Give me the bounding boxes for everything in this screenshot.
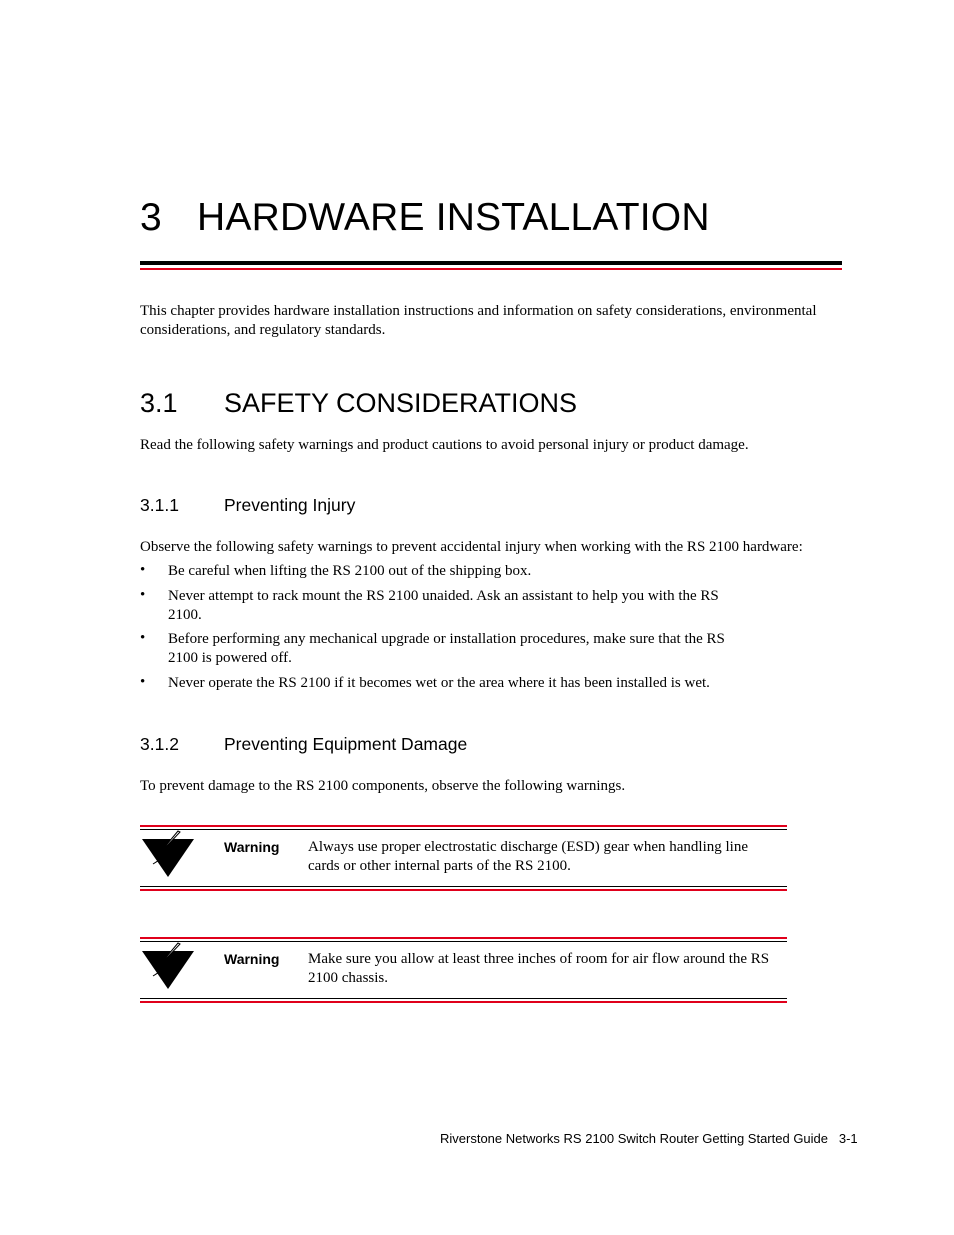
chapter-rule-black [140,261,842,265]
warning-text: Make sure you allow at least three inches of room for air flow around the RS 2100 chassis. [308,951,770,986]
section-3-1-2-title: Preventing Equipment Damage [224,734,468,754]
bullet-dot: • [140,587,146,603]
bullet-text: Never operate the RS 2100 if it becomes wet or the area where it has been installed is wet. [168,675,710,691]
chapter-number: 3 [140,196,162,239]
section-3-1-title: SAFETY CONSIDERATIONS [224,388,578,418]
warning-bottom-rule-red [140,1001,787,1003]
section-3-1-number: 3.1 [140,388,178,418]
warning-bottom-rule-black [140,886,787,887]
warning-lightning-icon [140,830,196,878]
warning-lightning-icon [140,942,196,990]
section-3-1-2-number: 3.1.2 [140,734,179,754]
chapter-rule-red [140,268,842,270]
section-3-1-2-heading [140,734,467,755]
warning-top-rule-red [140,937,787,939]
section-3-1-1-number: 3.1.1 [140,495,179,515]
section-3-1-2-text: To prevent damage to the RS 2100 components, observe the following warnings. [140,778,626,794]
section-3-1-heading [140,388,577,419]
section-3-1-1-heading [140,495,355,516]
warning-text: Always use proper electrostatic discharge (ESD) gear when handling line cards or other internal parts of the RS 2100. [308,839,748,874]
bullet-dot: • [140,562,146,578]
warning-bottom-rule-black [140,998,787,999]
chapter-title-text: HARDWARE INSTALLATION [197,196,710,239]
intro-paragraph: This chapter provides hardware installation instructions and information on safety considerations, environmental considerations, and regulatory standards. [140,303,817,338]
bullet-dot: • [140,630,146,646]
section-3-1-1-text: Observe the following safety warnings to prevent accidental injury when working with the RS 2100 hardware: [140,539,803,555]
warning-label: Warning [224,839,280,855]
warning-top-rule-red [140,825,787,827]
warning-top-rule-black [140,941,787,942]
bullet-text: Before performing any mechanical upgrade or installation procedures, make sure that the RS 2100 is powered off. [168,631,725,666]
bullet-text: Be careful when lifting the RS 2100 out of the shipping box. [168,563,532,579]
section-3-1-1-title: Preventing Injury [224,495,356,515]
section-3-1-text: Read the following safety warnings and product cautions to avoid personal injury or product damage. [140,437,749,453]
warning-label: Warning [224,951,280,967]
bullet-dot: • [140,674,146,690]
warning-bottom-rule-red [140,889,787,891]
page-footer: Riverstone Networks RS 2100 Switch Router Getting Started Guide 3-1 [440,1131,858,1146]
bullet-text: Never attempt to rack mount the RS 2100 unaided. Ask an assistant to help you with the RS 2100. [168,588,719,623]
warning-top-rule-black [140,829,787,830]
chapter-title [140,196,710,240]
